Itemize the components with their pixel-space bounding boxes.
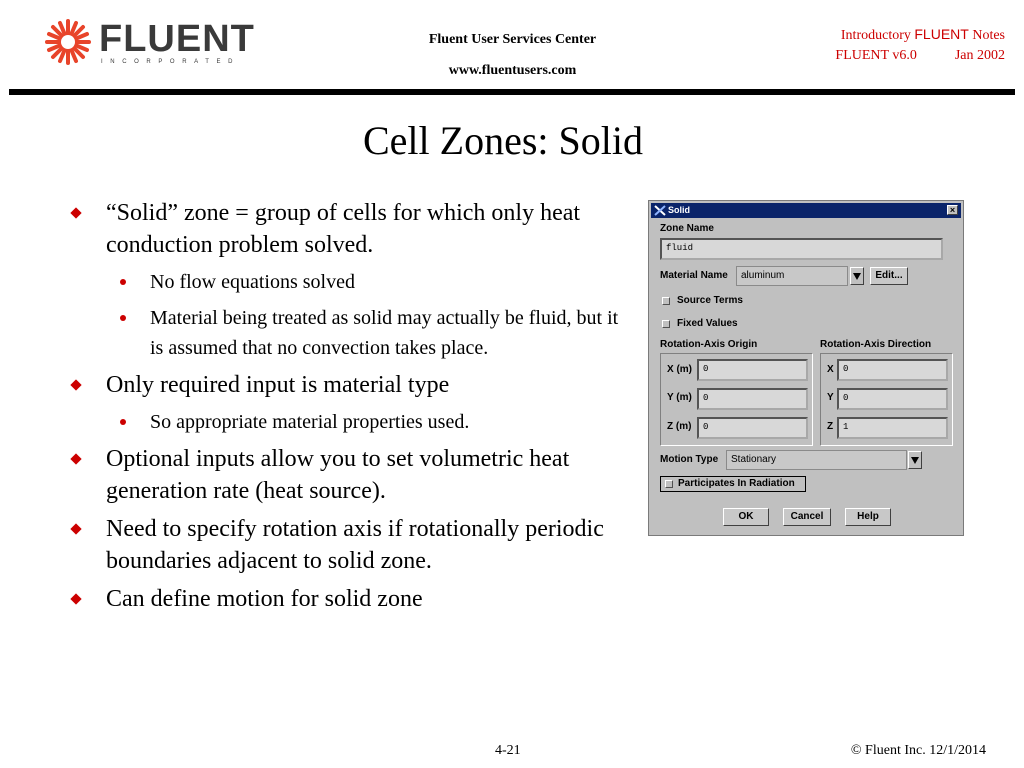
help-button[interactable]: Help — [845, 508, 891, 526]
fluent-logo — [43, 17, 255, 67]
header-right — [775, 24, 1005, 66]
motion-type-label: Motion Type — [660, 454, 719, 465]
dot-bullet-icon — [120, 279, 126, 285]
version-label: FLUENT v6.0 — [835, 48, 917, 63]
course-title-c: Notes — [968, 28, 1005, 43]
sub-bullet-item — [72, 407, 632, 437]
direction-z-label: Z — [827, 421, 834, 432]
origin-y-input[interactable]: 0 — [697, 388, 808, 410]
zone-name-input[interactable]: fluid — [660, 238, 943, 260]
bullet-item — [72, 583, 632, 615]
radiation-label: Participates In Radiation — [678, 478, 795, 489]
source-terms-label: Source Terms — [677, 295, 743, 306]
course-version — [775, 46, 1005, 66]
direction-z-input[interactable]: 1 — [837, 417, 948, 439]
copyright: © Fluent Inc. 12/1/2014 — [850, 743, 986, 758]
participates-in-radiation-checkbox[interactable] — [660, 476, 806, 492]
direction-x-input[interactable]: 0 — [837, 359, 948, 381]
services-center-url: www.fluentusers.com — [448, 63, 577, 78]
motion-type-select[interactable]: Stationary — [726, 450, 907, 470]
origin-y-label: Y (m) — [667, 392, 692, 403]
x-window-icon — [654, 205, 666, 216]
starburst-logo-icon — [43, 17, 93, 67]
origin-z-label: Z (m) — [667, 421, 692, 432]
direction-y-input[interactable]: 0 — [837, 388, 948, 410]
cancel-button[interactable]: Cancel — [783, 508, 831, 526]
header-rule — [9, 89, 1015, 95]
dot-bullet-icon — [120, 419, 126, 425]
header-center — [380, 24, 645, 86]
checkbox-box-icon[interactable] — [662, 320, 670, 328]
sub-bullet-text: No flow equations solved — [150, 271, 355, 293]
course-title-a: Introductory — [840, 28, 915, 43]
direction-group-label: Rotation-Axis Direction — [820, 339, 932, 350]
course-title-b: FLUENT — [914, 26, 969, 42]
slide-title: Cell Zones: Solid — [363, 118, 643, 163]
dialog-title: Solid — [668, 205, 690, 215]
bullet-item — [72, 443, 632, 507]
dialog-titlebar[interactable] — [651, 203, 961, 218]
close-icon[interactable]: × — [947, 205, 958, 215]
bullet-item — [72, 369, 632, 401]
sub-bullet-item — [72, 267, 632, 297]
sub-bullet-text: So appropriate material properties used. — [150, 411, 470, 433]
edit-button[interactable]: Edit... — [870, 267, 908, 285]
checkbox-box-icon[interactable] — [665, 480, 673, 488]
logo-wordmark: FLUENT — [99, 18, 255, 60]
bullet-text: Need to specify rotation axis if rotationally periodic boundaries adjacent to solid zone. — [106, 516, 604, 574]
zone-name-label: Zone Name — [660, 223, 714, 234]
sub-bullet-text: Material being treated as solid may actually be fluid, but it is assumed that no convection takes place. — [150, 307, 619, 359]
origin-z-input[interactable]: 0 — [697, 417, 808, 439]
diamond-bullet-icon — [70, 523, 81, 534]
checkbox-box-icon[interactable] — [662, 297, 670, 305]
dot-bullet-icon — [120, 315, 126, 321]
page-number: 4-21 — [495, 743, 521, 758]
version-date: Jan 2002 — [954, 48, 1005, 63]
solid-dialog — [648, 200, 964, 536]
services-center-title: Fluent User Services Center — [428, 32, 597, 47]
bullet-text: Only required input is material type — [106, 372, 450, 398]
fixed-values-label: Fixed Values — [677, 318, 738, 329]
diamond-bullet-icon — [70, 593, 81, 604]
diamond-bullet-icon — [70, 379, 81, 390]
logo-subline: INCORPORATED — [101, 59, 241, 65]
origin-group-label: Rotation-Axis Origin — [660, 339, 758, 350]
origin-x-label: X (m) — [667, 364, 692, 375]
ok-button[interactable]: OK — [723, 508, 769, 526]
direction-y-label: Y — [827, 392, 834, 403]
course-title — [775, 24, 1005, 46]
direction-x-label: X — [827, 364, 834, 375]
bullet-item — [72, 197, 632, 261]
bullet-text: “Solid” zone = group of cells for which only heat conduction problem solved. — [106, 200, 581, 258]
bullet-list — [72, 197, 632, 621]
material-name-label: Material Name — [660, 270, 728, 281]
diamond-bullet-icon — [70, 453, 81, 464]
bullet-text: Optional inputs allow you to set volumetric heat generation rate (heat source). — [106, 446, 570, 504]
material-select[interactable]: aluminum — [736, 266, 848, 286]
bullet-text: Can define motion for solid zone — [106, 586, 423, 612]
origin-x-input[interactable]: 0 — [697, 359, 808, 381]
motion-type-dropdown-arrow-icon[interactable] — [908, 451, 922, 469]
bullet-item — [72, 513, 632, 577]
diamond-bullet-icon — [70, 207, 81, 218]
sub-bullet-item — [72, 303, 632, 363]
material-dropdown-arrow-icon[interactable] — [850, 267, 864, 285]
